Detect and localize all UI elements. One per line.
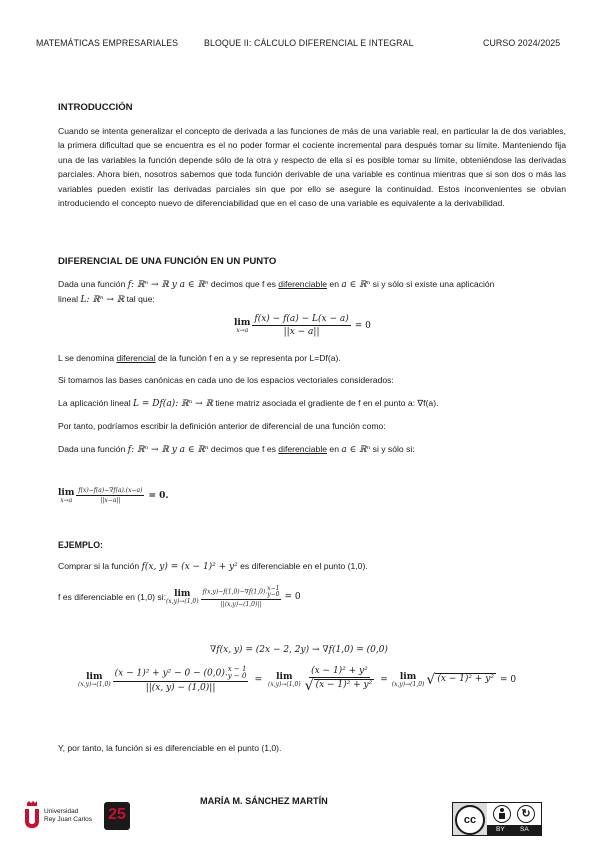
diferencial-definition: L se denomina diferencial de la función f en a y se representa por L=Df(a). xyxy=(58,353,341,363)
example-heading: EJEMPLO: xyxy=(58,540,103,550)
author-name: MARÍA M. SÁNCHEZ MARTÍN xyxy=(200,796,328,806)
header-year: CURSO 2024/2025 xyxy=(483,38,561,48)
header-block-title: BLOQUE II: CÁLCULO DIFERENCIAL E INTEGRAL xyxy=(204,38,414,48)
gradient-sentence: La aplicación lineal L = Df(a): ℝⁿ → ℝ tiene matriz asociada el gradiente de f en el punto a: ∇f(a). xyxy=(58,398,439,409)
equation-definition: lim x→a $\frac{f(x) - f(a) - L(x - a)}{||x - a||}$ = 0 xyxy=(234,314,371,337)
intro-heading: INTRODUCCIÓN xyxy=(58,102,133,113)
intro-paragraph: Cuando se intenta generalizar el concepto de derivada a las funciones de más de una variable real, en particular la de dos variables, la primera dificultad que se encuentra es el no poder formar el cociente incremental para después tomar su límite. Manteniendo fija una de las variables la función depende sólo de la otra y respecto de ella sí es posible tomar su límite, obteniéndose las derivadas parciales. Ahora bien, nosotros sabemos que toda función derivable de una variable es continua mientras que si son dos o más las variables pueden existir las derivadas parciales sin que por ello se asegure la continuidad. Estos inconvenientes se obvian introduciendo el concepto nuevo de diferenciabilidad que en el caso de una variable es equivalente a la derivabilidad. xyxy=(58,126,566,209)
term-diferencial: diferencial xyxy=(116,353,156,363)
license-sa-label: SA xyxy=(520,826,529,833)
university-name-line1: Universidad xyxy=(44,808,79,815)
header-course-name: MATEMÁTICAS EMPRESARIALES xyxy=(36,38,179,48)
cc-license-badge[interactable] xyxy=(452,802,542,836)
cc-icon: cc xyxy=(455,805,485,835)
crown-u-icon xyxy=(22,801,42,831)
term-diferenciable-2: diferenciable xyxy=(278,444,328,454)
term-diferenciable: diferenciable xyxy=(278,279,328,289)
university-logo xyxy=(22,800,102,832)
conclusion: Y, por tanto, la función si es diferenciable en el punto (1,0). xyxy=(58,743,282,753)
differential-heading: DIFERENCIAL DE UNA FUNCIÓN EN UN PUNTO xyxy=(58,256,277,267)
gradient-calculation: ∇f(x, y) = (2x − 2, 2y) → ∇f(1,0) = (0,0) xyxy=(210,645,388,655)
rewrite-sentence: Por tanto, podríamos escribir la definición anterior de diferencial de una función como: xyxy=(58,421,386,431)
limit-calculation: lim (x,y)→(1,0) (x − 1)² + y² − 0 − (0,0). x − 1 y − 0 ||(x, y) − (1,0)|| = lim (x,y)→(1,0) (x − 1)² + y² √ (x − 1)² + y² = lim (x,y)→(1,0) √ (x − 1)² + y² = 0 xyxy=(78,665,517,694)
license-by-label: BY xyxy=(496,826,505,833)
definition-line-1: Dada una función f: ℝⁿ → ℝ y a ∈ ℝⁿ decimos que f es diferenciable en a ∈ ℝⁿ si y sólo si existe una aplicación xyxy=(58,279,495,290)
university-name-line2: Rey Juan Carlos xyxy=(44,816,93,823)
share-alike-icon: ↻ xyxy=(517,805,535,823)
example-condition: f es diferenciable en (1,0) si: lim (x,y)→(1,0) f(x,y)−f(1,0)−∇f(1,0). x−1 y−0 ||(x,y)−(1,0)|| = 0 xyxy=(58,585,301,608)
example-statement: Comprar si la función f(x, y) = (x − 1)² + y² es diferenciable en el punto (1,0). xyxy=(58,561,368,572)
bases-sentence: Si tomamos las bases canónicas en cada uno de los espacios vectoriales considerados: xyxy=(58,375,394,385)
equation-gradient-definition: lim x→a $\frac{f(x)-f(a)-\nabla f(a).(x-a)}{||x-a||}$ = 0. xyxy=(58,487,169,504)
definition-gradient-line: Dada una función f: ℝⁿ → ℝ y a ∈ ℝⁿ decimos que f es diferenciable en a ∈ ℝⁿ si y sólo si: xyxy=(58,444,415,455)
definition-line-2: lineal L: ℝⁿ → ℝ tal que: xyxy=(58,294,155,305)
person-icon xyxy=(493,805,511,823)
anniversary-badge: 25 xyxy=(104,802,130,830)
